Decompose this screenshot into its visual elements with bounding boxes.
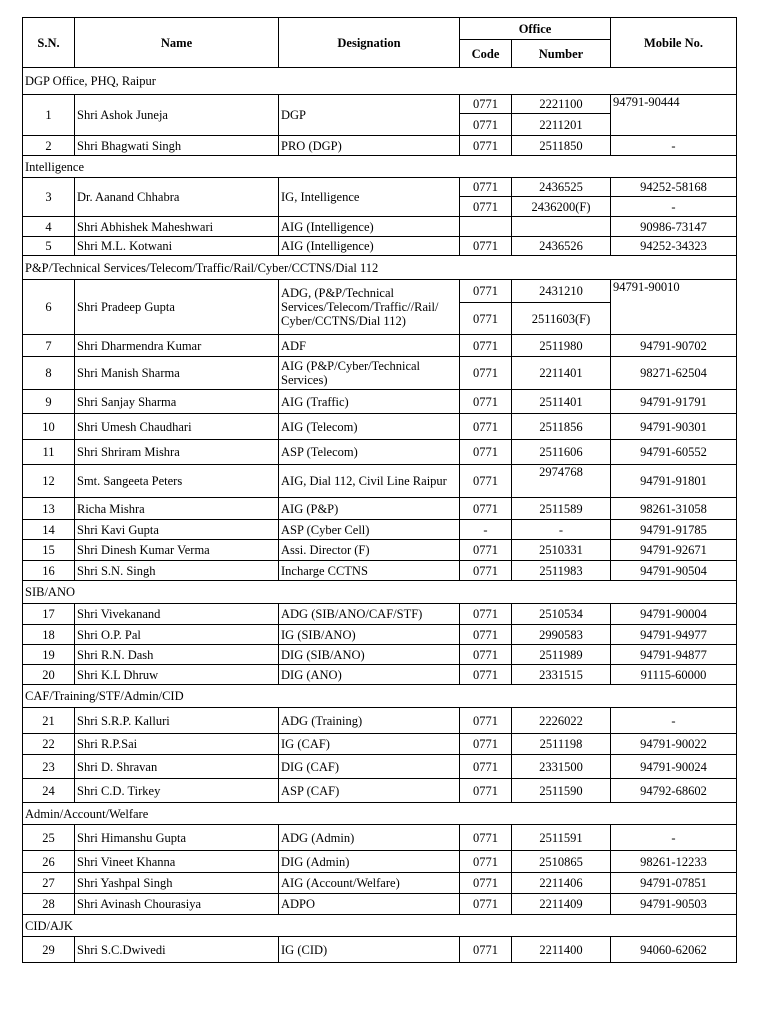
table-row [23, 237, 737, 256]
person-name: Smt. Sangeeta Peters [75, 465, 279, 498]
mobile-number: 94791-91801 [611, 465, 737, 498]
person-name: Shri Sanjay Sharma [75, 390, 279, 414]
person-name: Shri S.C.Dwivedi [75, 937, 279, 963]
office-code [460, 217, 512, 237]
designation: IG, Intelligence [279, 178, 460, 217]
office-code: 0771 [460, 604, 512, 625]
mobile-number: 98261-12233 [611, 851, 737, 873]
serial-number: 10 [23, 414, 75, 440]
office-number: 2211409 [512, 894, 611, 915]
mobile-number: - [611, 708, 737, 734]
section-title: SIB/ANO [23, 581, 737, 604]
office-number: 2974768 [512, 465, 611, 498]
office-code: 0771 [460, 465, 512, 498]
table-row [23, 95, 737, 114]
section-row [23, 915, 737, 937]
serial-number: 3 [23, 178, 75, 217]
section-row [23, 156, 737, 178]
person-name: Shri Dinesh Kumar Verma [75, 540, 279, 561]
serial-number: 6 [23, 280, 75, 335]
designation: ADF [279, 335, 460, 357]
table-row [23, 280, 737, 303]
person-name: Shri M.L. Kotwani [75, 237, 279, 256]
mobile-number: 94252-34323 [611, 237, 737, 256]
table-row [23, 136, 737, 156]
office-code: 0771 [460, 540, 512, 561]
person-name: Shri Himanshu Gupta [75, 825, 279, 851]
office-code: 0771 [460, 894, 512, 915]
office-code: 0771 [460, 303, 512, 335]
header-name: Name [75, 18, 279, 68]
person-name: Shri Manish Sharma [75, 357, 279, 390]
office-code: 0771 [460, 414, 512, 440]
office-code: 0771 [460, 237, 512, 256]
office-code: 0771 [460, 755, 512, 779]
header-office: Office [460, 18, 611, 40]
office-code: 0771 [460, 440, 512, 465]
office-number: 2511589 [512, 498, 611, 520]
designation: IG (SIB/ANO) [279, 625, 460, 645]
designation: AIG (P&P) [279, 498, 460, 520]
serial-number: 19 [23, 645, 75, 665]
office-number: 2511606 [512, 440, 611, 465]
mobile-number: 94791-92671 [611, 540, 737, 561]
designation: DGP [279, 95, 460, 136]
serial-number: 24 [23, 779, 75, 803]
table-row [23, 561, 737, 581]
designation: Assi. Director (F) [279, 540, 460, 561]
office-number: 2510331 [512, 540, 611, 561]
mobile-number: 94791-90022 [611, 734, 737, 755]
designation: Incharge CCTNS [279, 561, 460, 581]
serial-number: 4 [23, 217, 75, 237]
mobile-number: - [611, 825, 737, 851]
designation: ASP (CAF) [279, 779, 460, 803]
office-number [512, 217, 611, 237]
office-number: 2431210 [512, 280, 611, 303]
office-code: 0771 [460, 937, 512, 963]
office-code: 0771 [460, 779, 512, 803]
table-row [23, 665, 737, 685]
office-code: 0771 [460, 498, 512, 520]
designation: DIG (SIB/ANO) [279, 645, 460, 665]
office-code: 0771 [460, 178, 512, 197]
table-row [23, 414, 737, 440]
office-number: 2331500 [512, 755, 611, 779]
office-code: 0771 [460, 280, 512, 303]
serial-number: 13 [23, 498, 75, 520]
table-row [23, 604, 737, 625]
table-row [23, 625, 737, 645]
office-number: 2511198 [512, 734, 611, 755]
section-title: Intelligence [23, 156, 737, 178]
office-number: 2226022 [512, 708, 611, 734]
serial-number: 17 [23, 604, 75, 625]
mobile-number: 94791-90301 [611, 414, 737, 440]
section-row [23, 581, 737, 604]
person-name: Shri Vineet Khanna [75, 851, 279, 873]
section-row [23, 256, 737, 280]
designation: AIG, Dial 112, Civil Line Raipur [279, 465, 460, 498]
serial-number: 11 [23, 440, 75, 465]
person-name: Shri D. Shravan [75, 755, 279, 779]
designation: DIG (CAF) [279, 755, 460, 779]
serial-number: 28 [23, 894, 75, 915]
person-name: Shri Abhishek Maheshwari [75, 217, 279, 237]
office-code: 0771 [460, 197, 512, 217]
serial-number: 20 [23, 665, 75, 685]
designation: AIG (Account/Welfare) [279, 873, 460, 894]
serial-number: 1 [23, 95, 75, 136]
table-row [23, 178, 737, 197]
designation: ADG (Admin) [279, 825, 460, 851]
office-number: 2511850 [512, 136, 611, 156]
table-row [23, 779, 737, 803]
office-number: 2211201 [512, 114, 611, 136]
designation: AIG (Telecom) [279, 414, 460, 440]
office-number: 2990583 [512, 625, 611, 645]
table-row [23, 755, 737, 779]
office-number: 2511980 [512, 335, 611, 357]
mobile-number: 94791-60552 [611, 440, 737, 465]
table-row [23, 335, 737, 357]
table-row [23, 873, 737, 894]
contact-directory-table [22, 17, 737, 963]
table-row [23, 894, 737, 915]
mobile-number: 94791-91791 [611, 390, 737, 414]
table-row [23, 390, 737, 414]
office-code: 0771 [460, 95, 512, 114]
office-code: 0771 [460, 625, 512, 645]
serial-number: 2 [23, 136, 75, 156]
office-code: 0771 [460, 114, 512, 136]
person-name: Shri Yashpal Singh [75, 873, 279, 894]
designation: PRO (DGP) [279, 136, 460, 156]
office-code: 0771 [460, 561, 512, 581]
office-number: 2436200(F) [512, 197, 611, 217]
mobile-number: 98261-31058 [611, 498, 737, 520]
table-row [23, 645, 737, 665]
office-number: 2211406 [512, 873, 611, 894]
designation: AIG (Traffic) [279, 390, 460, 414]
office-code: 0771 [460, 335, 512, 357]
section-title: DGP Office, PHQ, Raipur [23, 68, 737, 95]
serial-number: 12 [23, 465, 75, 498]
office-number: 2511591 [512, 825, 611, 851]
mobile-number: 94060-62062 [611, 937, 737, 963]
serial-number: 25 [23, 825, 75, 851]
designation: ADPO [279, 894, 460, 915]
designation: ADG (Training) [279, 708, 460, 734]
table-row [23, 825, 737, 851]
mobile-number: 94791-94877 [611, 645, 737, 665]
person-name: Shri Bhagwati Singh [75, 136, 279, 156]
office-code: 0771 [460, 708, 512, 734]
designation: DIG (ANO) [279, 665, 460, 685]
office-number: 2436525 [512, 178, 611, 197]
person-name: Shri R.P.Sai [75, 734, 279, 755]
header-sn: S.N. [23, 18, 75, 68]
person-name: Shri K.L Dhruw [75, 665, 279, 685]
table-row [23, 357, 737, 390]
serial-number: 29 [23, 937, 75, 963]
mobile-number: 94252-58168 [611, 178, 737, 197]
serial-number: 8 [23, 357, 75, 390]
person-name: Shri Umesh Chaudhari [75, 414, 279, 440]
mobile-number: 94791-90004 [611, 604, 737, 625]
designation: IG (CAF) [279, 734, 460, 755]
designation: AIG (Intelligence) [279, 217, 460, 237]
mobile-number: 94791-91785 [611, 520, 737, 540]
office-number: 2211400 [512, 937, 611, 963]
header-designation: Designation [279, 18, 460, 68]
section-title: Admin/Account/Welfare [23, 803, 737, 825]
serial-number: 16 [23, 561, 75, 581]
person-name: Shri Dharmendra Kumar [75, 335, 279, 357]
designation: AIG (P&P/Cyber/Technical Services) [279, 357, 460, 390]
person-name: Shri Pradeep Gupta [75, 280, 279, 335]
serial-number: 5 [23, 237, 75, 256]
designation: IG (CID) [279, 937, 460, 963]
office-number: 2211401 [512, 357, 611, 390]
header-mobile: Mobile No. [611, 18, 737, 68]
office-number: 2510865 [512, 851, 611, 873]
mobile-number: 94791-90010 [611, 280, 737, 335]
office-code: 0771 [460, 825, 512, 851]
office-number: 2511856 [512, 414, 611, 440]
office-number: 2511401 [512, 390, 611, 414]
office-number: 2510534 [512, 604, 611, 625]
serial-number: 26 [23, 851, 75, 873]
office-code: 0771 [460, 136, 512, 156]
mobile-number: 94791-90444 [611, 95, 737, 136]
mobile-number: 90986-73147 [611, 217, 737, 237]
serial-number: 7 [23, 335, 75, 357]
table-row [23, 540, 737, 561]
person-name: Shri Avinash Chourasiya [75, 894, 279, 915]
serial-number: 14 [23, 520, 75, 540]
header-number: Number [512, 40, 611, 68]
office-number: 2221100 [512, 95, 611, 114]
office-number: 2436526 [512, 237, 611, 256]
office-code: 0771 [460, 390, 512, 414]
office-number: 2511983 [512, 561, 611, 581]
mobile-number: 98271-62504 [611, 357, 737, 390]
office-code: 0771 [460, 357, 512, 390]
table-row [23, 498, 737, 520]
designation: ASP (Cyber Cell) [279, 520, 460, 540]
serial-number: 22 [23, 734, 75, 755]
person-name: Richa Mishra [75, 498, 279, 520]
person-name: Shri S.N. Singh [75, 561, 279, 581]
person-name: Shri Kavi Gupta [75, 520, 279, 540]
section-title: P&P/Technical Services/Telecom/Traffic/Rail/Cyber/CCTNS/Dial 112 [23, 256, 737, 280]
mobile-number: 94791-90503 [611, 894, 737, 915]
section-title: CID/AJK [23, 915, 737, 937]
office-code: 0771 [460, 645, 512, 665]
office-number: 2331515 [512, 665, 611, 685]
table-row [23, 734, 737, 755]
mobile-number: 94791-90024 [611, 755, 737, 779]
designation: ADG (SIB/ANO/CAF/STF) [279, 604, 460, 625]
section-title: CAF/Training/STF/Admin/CID [23, 685, 737, 708]
office-code: 0771 [460, 734, 512, 755]
person-name: Shri O.P. Pal [75, 625, 279, 645]
person-name: Shri Vivekanand [75, 604, 279, 625]
table-row [23, 851, 737, 873]
serial-number: 27 [23, 873, 75, 894]
person-name: Shri R.N. Dash [75, 645, 279, 665]
table-row [23, 937, 737, 963]
mobile-number: 91115-60000 [611, 665, 737, 685]
mobile-number: 94791-90504 [611, 561, 737, 581]
person-name: Shri C.D. Tirkey [75, 779, 279, 803]
serial-number: 21 [23, 708, 75, 734]
designation: DIG (Admin) [279, 851, 460, 873]
person-name: Shri S.R.P. Kalluri [75, 708, 279, 734]
office-code: 0771 [460, 851, 512, 873]
header-code: Code [460, 40, 512, 68]
section-row [23, 68, 737, 95]
table-row [23, 708, 737, 734]
designation: ADG, (P&P/Technical Services/Telecom/Traffic//Rail/ Cyber/CCTNS/Dial 112) [279, 280, 460, 335]
mobile-number: 94791-07851 [611, 873, 737, 894]
table-row [23, 465, 737, 498]
office-code: 0771 [460, 665, 512, 685]
section-row [23, 803, 737, 825]
mobile-number: - [611, 197, 737, 217]
office-number: 2511590 [512, 779, 611, 803]
mobile-number: 94791-94977 [611, 625, 737, 645]
mobile-number: - [611, 136, 737, 156]
section-row [23, 685, 737, 708]
office-code: 0771 [460, 873, 512, 894]
mobile-number: 94792-68602 [611, 779, 737, 803]
table-row [23, 440, 737, 465]
person-name: Shri Ashok Juneja [75, 95, 279, 136]
person-name: Dr. Aanand Chhabra [75, 178, 279, 217]
designation: AIG (Intelligence) [279, 237, 460, 256]
person-name: Shri Shriram Mishra [75, 440, 279, 465]
serial-number: 18 [23, 625, 75, 645]
office-number: 2511989 [512, 645, 611, 665]
designation: ASP (Telecom) [279, 440, 460, 465]
serial-number: 15 [23, 540, 75, 561]
serial-number: 23 [23, 755, 75, 779]
table-row [23, 217, 737, 237]
directory-body [23, 68, 737, 963]
mobile-number: 94791-90702 [611, 335, 737, 357]
table-row [23, 520, 737, 540]
office-number: 2511603(F) [512, 303, 611, 335]
office-number: - [512, 520, 611, 540]
serial-number: 9 [23, 390, 75, 414]
office-code: - [460, 520, 512, 540]
